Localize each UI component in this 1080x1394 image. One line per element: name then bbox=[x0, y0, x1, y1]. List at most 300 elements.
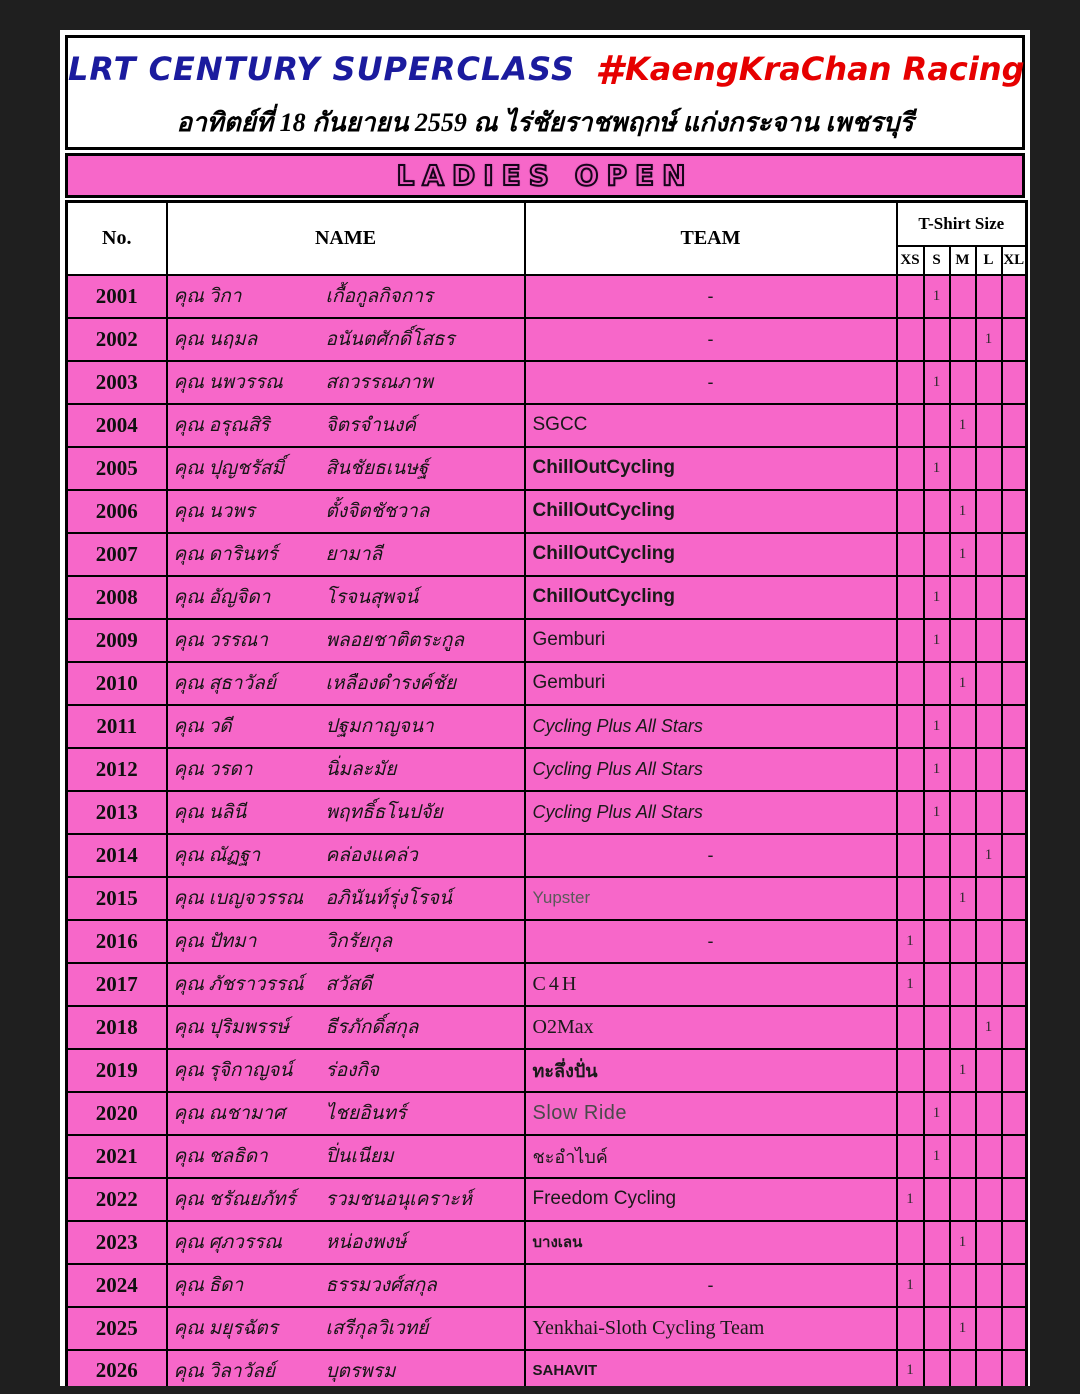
size-cell-l bbox=[976, 533, 1002, 576]
name-cell bbox=[167, 1006, 525, 1049]
team-cell: O2Max bbox=[525, 1006, 897, 1049]
size-cell-l bbox=[976, 275, 1002, 318]
first-name: คุณ รุจิกาญจน์ bbox=[173, 1060, 293, 1081]
team-cell: SAHAVIT bbox=[525, 1350, 897, 1387]
team-cell: ทะลึ่งปั่น bbox=[525, 1049, 897, 1092]
last-name: อนันตศักดิ์โสธร bbox=[325, 329, 455, 350]
name-cell bbox=[167, 791, 525, 834]
size-cell-m bbox=[950, 361, 976, 404]
table-row bbox=[67, 533, 1027, 576]
size-cell-xl bbox=[1002, 533, 1027, 576]
team-cell: C4H bbox=[525, 963, 897, 1006]
row-number-cell: 2011 bbox=[67, 705, 167, 748]
size-cell-m bbox=[950, 1264, 976, 1307]
first-name: คุณ ศุภวรรณ bbox=[173, 1232, 282, 1253]
size-cell-xs bbox=[897, 834, 924, 877]
first-name: คุณ อรุณสิริ bbox=[173, 415, 270, 436]
last-name: สถวรรณภาพ bbox=[325, 372, 434, 393]
last-name: คล่องแคล่ว bbox=[325, 845, 418, 866]
size-cell-s bbox=[924, 1178, 950, 1221]
size-cell-s: 1 bbox=[924, 361, 950, 404]
first-name: คุณ ณชามาศ bbox=[173, 1103, 286, 1124]
size-cell-m: 1 bbox=[950, 1307, 976, 1350]
name-cell bbox=[167, 834, 525, 877]
size-cell-xs: 1 bbox=[897, 1178, 924, 1221]
size-cell-m: 1 bbox=[950, 662, 976, 705]
size-cell-xs bbox=[897, 1135, 924, 1178]
table-row bbox=[67, 619, 1027, 662]
size-cell-xs bbox=[897, 1049, 924, 1092]
size-cell-l bbox=[976, 963, 1002, 1006]
size-cell-m: 1 bbox=[950, 404, 976, 447]
size-cell-s: 1 bbox=[924, 748, 950, 791]
size-cell-xs: 1 bbox=[897, 1264, 924, 1307]
size-cell-s bbox=[924, 877, 950, 920]
name-cell bbox=[167, 576, 525, 619]
size-cell-xl bbox=[1002, 447, 1027, 490]
first-name: คุณ สุธาวัลย์ bbox=[173, 673, 276, 694]
row-number-cell: 2017 bbox=[67, 963, 167, 1006]
row-number-cell: 2006 bbox=[67, 490, 167, 533]
size-cell-m bbox=[950, 1350, 976, 1387]
size-cell-xl bbox=[1002, 877, 1027, 920]
size-cell-xl bbox=[1002, 662, 1027, 705]
last-name: ร่องกิจ bbox=[325, 1060, 380, 1081]
size-cell-l bbox=[976, 1178, 1002, 1221]
size-cell-l bbox=[976, 1049, 1002, 1092]
table-row bbox=[67, 963, 1027, 1006]
row-number-cell: 2023 bbox=[67, 1221, 167, 1264]
last-name: ไชยอินทร์ bbox=[325, 1103, 407, 1124]
size-cell-xs bbox=[897, 404, 924, 447]
size-cell-s: 1 bbox=[924, 576, 950, 619]
team-cell: Cycling Plus All Stars bbox=[525, 748, 897, 791]
first-name: คุณ วดี bbox=[173, 716, 232, 737]
size-cell-m bbox=[950, 1178, 976, 1221]
size-cell-m bbox=[950, 834, 976, 877]
first-name: คุณ ปัทมา bbox=[173, 931, 257, 952]
size-cell-xs bbox=[897, 447, 924, 490]
column-header-tshirt-size: T-Shirt Size bbox=[897, 202, 1027, 246]
table-row bbox=[67, 576, 1027, 619]
size-cell-l bbox=[976, 1264, 1002, 1307]
team-cell: SGCC bbox=[525, 404, 897, 447]
name-cell bbox=[167, 705, 525, 748]
table-row bbox=[67, 705, 1027, 748]
event-date-location: อาทิตย์ที่ 18 กันยายน 2559 ณ ไร่ชัยราชพฤกษ์ แก่งกระจาน เพชรบุรี bbox=[176, 108, 914, 137]
name-cell bbox=[167, 361, 525, 404]
row-number-cell: 2001 bbox=[67, 275, 167, 318]
team-cell: Yenkhai-Sloth Cycling Team bbox=[525, 1307, 897, 1350]
size-cell-s bbox=[924, 963, 950, 1006]
size-cell-m: 1 bbox=[950, 877, 976, 920]
table-row bbox=[67, 275, 1027, 318]
name-cell bbox=[167, 275, 525, 318]
first-name: คุณ ปุริมพรรษ์ bbox=[173, 1017, 289, 1038]
name-cell bbox=[167, 1264, 525, 1307]
team-cell: Yupster bbox=[525, 877, 897, 920]
last-name: นิ่มละมัย bbox=[325, 759, 397, 780]
size-cell-s bbox=[924, 920, 950, 963]
size-cell-s bbox=[924, 318, 950, 361]
size-cell-l bbox=[976, 1092, 1002, 1135]
table-row bbox=[67, 1049, 1027, 1092]
name-cell bbox=[167, 490, 525, 533]
first-name: คุณ ชรัณยภัทร์ bbox=[173, 1189, 296, 1210]
table-row bbox=[67, 920, 1027, 963]
registration-table bbox=[65, 200, 1028, 1386]
size-cell-l: 1 bbox=[976, 834, 1002, 877]
size-cell-xs bbox=[897, 361, 924, 404]
size-cell-xl bbox=[1002, 920, 1027, 963]
first-name: คุณ นพวรรณ bbox=[173, 372, 283, 393]
document-page bbox=[60, 30, 1030, 1386]
team-cell: บางเลน bbox=[525, 1221, 897, 1264]
event-subtitle: KaengKraChan Racing bbox=[624, 50, 1025, 88]
size-cell-s bbox=[924, 1350, 950, 1387]
size-cell-xl bbox=[1002, 361, 1027, 404]
size-cell-s bbox=[924, 662, 950, 705]
size-cell-l bbox=[976, 576, 1002, 619]
last-name: บุตรพรม bbox=[325, 1360, 396, 1382]
team-cell: ChillOutCycling bbox=[525, 490, 897, 533]
row-number-cell: 2008 bbox=[67, 576, 167, 619]
size-cell-s bbox=[924, 404, 950, 447]
size-cell-xl bbox=[1002, 705, 1027, 748]
team-cell: ChillOutCycling bbox=[525, 576, 897, 619]
first-name: คุณ ชลธิดา bbox=[173, 1146, 268, 1167]
row-number-cell: 2015 bbox=[67, 877, 167, 920]
last-name: ตั้งจิตชัชวาล bbox=[325, 501, 430, 522]
size-cell-l bbox=[976, 920, 1002, 963]
table-row bbox=[67, 877, 1027, 920]
name-cell bbox=[167, 1178, 525, 1221]
size-cell-xs bbox=[897, 1006, 924, 1049]
size-cell-s bbox=[924, 1006, 950, 1049]
row-number-cell: 2004 bbox=[67, 404, 167, 447]
hash-symbol: # bbox=[595, 48, 623, 94]
size-cell-l bbox=[976, 490, 1002, 533]
size-cell-xl bbox=[1002, 1350, 1027, 1387]
team-cell: - bbox=[525, 275, 897, 318]
first-name: คุณ วรดา bbox=[173, 759, 253, 780]
event-hashtag bbox=[595, 48, 1025, 94]
last-name: เหลืองดำรงค์ชัย bbox=[325, 673, 457, 694]
size-cell-m: 1 bbox=[950, 1221, 976, 1264]
row-number-cell: 2025 bbox=[67, 1307, 167, 1350]
name-cell bbox=[167, 1350, 525, 1387]
size-cell-xs bbox=[897, 275, 924, 318]
size-cell-s bbox=[924, 1221, 950, 1264]
size-cell-s bbox=[924, 834, 950, 877]
size-cell-s: 1 bbox=[924, 1092, 950, 1135]
last-name: พฤทธิ์ธโนปจัย bbox=[325, 802, 443, 823]
size-cell-m bbox=[950, 275, 976, 318]
size-cell-xl bbox=[1002, 404, 1027, 447]
first-name: คุณ ธิดา bbox=[173, 1275, 244, 1296]
table-row bbox=[67, 318, 1027, 361]
last-name: ธรรมวงศ์สกุล bbox=[325, 1275, 437, 1296]
name-cell bbox=[167, 963, 525, 1006]
size-cell-xs: 1 bbox=[897, 963, 924, 1006]
size-cell-xl bbox=[1002, 1264, 1027, 1307]
name-cell bbox=[167, 533, 525, 576]
table-row bbox=[67, 1178, 1027, 1221]
size-cell-xl bbox=[1002, 490, 1027, 533]
table-row bbox=[67, 1092, 1027, 1135]
size-cell-s: 1 bbox=[924, 275, 950, 318]
team-cell: Gemburi bbox=[525, 662, 897, 705]
size-cell-s: 1 bbox=[924, 1135, 950, 1178]
name-cell bbox=[167, 877, 525, 920]
event-title: LRT CENTURY SUPERCLASS bbox=[68, 50, 576, 88]
size-cell-xl bbox=[1002, 1092, 1027, 1135]
first-name: คุณ วิลาวัลย์ bbox=[173, 1360, 276, 1382]
table-row bbox=[67, 1350, 1027, 1387]
first-name: คุณ ณัฏฐา bbox=[173, 845, 261, 866]
size-cell-l bbox=[976, 447, 1002, 490]
last-name: ธีรภักดิ์สกุล bbox=[325, 1017, 419, 1038]
event-header bbox=[65, 35, 1025, 150]
last-name: หน่องพงษ์ bbox=[325, 1232, 407, 1253]
size-cell-xs bbox=[897, 1221, 924, 1264]
size-cell-m: 1 bbox=[950, 1049, 976, 1092]
team-cell: - bbox=[525, 920, 897, 963]
size-cell-s bbox=[924, 1264, 950, 1307]
size-cell-m bbox=[950, 748, 976, 791]
row-number-cell: 2020 bbox=[67, 1092, 167, 1135]
size-cell-m bbox=[950, 619, 976, 662]
table-row bbox=[67, 1264, 1027, 1307]
size-cell-xs bbox=[897, 662, 924, 705]
row-number-cell: 2003 bbox=[67, 361, 167, 404]
name-cell bbox=[167, 748, 525, 791]
table-row bbox=[67, 1006, 1027, 1049]
size-cell-m: 1 bbox=[950, 533, 976, 576]
row-number-cell: 2024 bbox=[67, 1264, 167, 1307]
size-cell-xl bbox=[1002, 1307, 1027, 1350]
size-cell-xl bbox=[1002, 834, 1027, 877]
row-number-cell: 2007 bbox=[67, 533, 167, 576]
last-name: ปิ่นเนียม bbox=[325, 1146, 394, 1167]
size-column-header-l: L bbox=[976, 246, 1002, 275]
team-cell: - bbox=[525, 1264, 897, 1307]
size-cell-m bbox=[950, 1135, 976, 1178]
name-cell bbox=[167, 1135, 525, 1178]
size-cell-xl bbox=[1002, 963, 1027, 1006]
size-cell-m bbox=[950, 576, 976, 619]
last-name: พลอยชาติตระกูล bbox=[325, 630, 465, 651]
last-name: เกื้อกูลกิจการ bbox=[325, 286, 434, 307]
column-header-no: No. bbox=[67, 202, 167, 275]
size-cell-xs bbox=[897, 1092, 924, 1135]
row-number-cell: 2002 bbox=[67, 318, 167, 361]
team-cell: Cycling Plus All Stars bbox=[525, 705, 897, 748]
first-name: คุณ ดารินทร์ bbox=[173, 544, 278, 565]
last-name: สินชัยธเนษฐ์ bbox=[325, 458, 429, 479]
size-cell-l bbox=[976, 1221, 1002, 1264]
row-number-cell: 2012 bbox=[67, 748, 167, 791]
last-name: โรจนสุพจน์ bbox=[325, 587, 419, 608]
size-cell-l: 1 bbox=[976, 1006, 1002, 1049]
size-cell-l bbox=[976, 1135, 1002, 1178]
last-name: ยามาลี bbox=[325, 544, 383, 565]
team-cell: ชะอำไบค์ bbox=[525, 1135, 897, 1178]
size-cell-s bbox=[924, 1049, 950, 1092]
size-cell-l bbox=[976, 877, 1002, 920]
name-cell bbox=[167, 920, 525, 963]
first-name: คุณ มยุรฉัตร bbox=[173, 1318, 278, 1339]
size-cell-xl bbox=[1002, 619, 1027, 662]
size-cell-l bbox=[976, 361, 1002, 404]
size-cell-m bbox=[950, 791, 976, 834]
row-number-cell: 2018 bbox=[67, 1006, 167, 1049]
row-number-cell: 2009 bbox=[67, 619, 167, 662]
last-name: วิกรัยกุล bbox=[325, 931, 393, 952]
last-name: อภินันท์รุ่งโรจน์ bbox=[325, 888, 452, 909]
first-name: คุณ ปุญชรัสมิ์ bbox=[173, 458, 285, 479]
size-cell-xl bbox=[1002, 318, 1027, 361]
first-name: คุณ นฤมล bbox=[173, 329, 258, 350]
team-cell: ChillOutCycling bbox=[525, 533, 897, 576]
column-header-name: NAME bbox=[167, 202, 525, 275]
name-cell bbox=[167, 1049, 525, 1092]
first-name: คุณ วิกา bbox=[173, 286, 242, 307]
name-cell bbox=[167, 404, 525, 447]
row-number-cell: 2010 bbox=[67, 662, 167, 705]
size-cell-l bbox=[976, 1350, 1002, 1387]
size-cell-xs bbox=[897, 533, 924, 576]
first-name: คุณ เบญจวรรณ bbox=[173, 888, 304, 909]
size-cell-m bbox=[950, 1092, 976, 1135]
size-column-header-xl: XL bbox=[1002, 246, 1027, 275]
size-cell-m bbox=[950, 963, 976, 1006]
column-header-team: TEAM bbox=[525, 202, 897, 275]
event-title-line bbox=[68, 38, 1025, 94]
table-row bbox=[67, 404, 1027, 447]
size-cell-m bbox=[950, 1006, 976, 1049]
name-cell bbox=[167, 318, 525, 361]
team-cell: - bbox=[525, 361, 897, 404]
table-row bbox=[67, 748, 1027, 791]
last-name: ปฐมกาญจนา bbox=[325, 716, 434, 737]
last-name: จิตรจำนงค์ bbox=[325, 415, 416, 436]
size-cell-xs bbox=[897, 705, 924, 748]
table-row bbox=[67, 1135, 1027, 1178]
table-row bbox=[67, 1307, 1027, 1350]
size-cell-m bbox=[950, 318, 976, 361]
table-row bbox=[67, 490, 1027, 533]
size-cell-xl bbox=[1002, 275, 1027, 318]
team-cell: ChillOutCycling bbox=[525, 447, 897, 490]
size-column-header-s: S bbox=[924, 246, 950, 275]
first-name: คุณ ภัชราวรรณ์ bbox=[173, 974, 304, 995]
name-cell bbox=[167, 619, 525, 662]
row-number-cell: 2005 bbox=[67, 447, 167, 490]
table-row bbox=[67, 791, 1027, 834]
name-cell bbox=[167, 447, 525, 490]
team-cell: Gemburi bbox=[525, 619, 897, 662]
size-cell-xl bbox=[1002, 576, 1027, 619]
size-cell-s: 1 bbox=[924, 619, 950, 662]
name-cell bbox=[167, 662, 525, 705]
table-row bbox=[67, 662, 1027, 705]
size-cell-xs bbox=[897, 791, 924, 834]
size-cell-l bbox=[976, 1307, 1002, 1350]
size-cell-m: 1 bbox=[950, 490, 976, 533]
size-cell-xl bbox=[1002, 1178, 1027, 1221]
row-number-cell: 2021 bbox=[67, 1135, 167, 1178]
row-number-cell: 2014 bbox=[67, 834, 167, 877]
category-banner bbox=[65, 153, 1025, 198]
size-cell-xs: 1 bbox=[897, 1350, 924, 1387]
team-cell: Cycling Plus All Stars bbox=[525, 791, 897, 834]
name-cell bbox=[167, 1307, 525, 1350]
size-cell-s bbox=[924, 490, 950, 533]
table-row bbox=[67, 834, 1027, 877]
table-row bbox=[67, 361, 1027, 404]
size-cell-xs: 1 bbox=[897, 920, 924, 963]
size-cell-m bbox=[950, 920, 976, 963]
size-column-header-xs: XS bbox=[897, 246, 924, 275]
size-cell-m bbox=[950, 447, 976, 490]
table-row bbox=[67, 1221, 1027, 1264]
size-cell-l bbox=[976, 404, 1002, 447]
name-cell bbox=[167, 1221, 525, 1264]
size-cell-xs bbox=[897, 490, 924, 533]
category-title: LADIES OPEN bbox=[396, 159, 694, 192]
last-name: สวัสดี bbox=[325, 974, 372, 995]
size-cell-s: 1 bbox=[924, 447, 950, 490]
size-cell-l bbox=[976, 662, 1002, 705]
size-cell-l bbox=[976, 705, 1002, 748]
size-cell-m bbox=[950, 705, 976, 748]
team-cell: - bbox=[525, 318, 897, 361]
size-cell-xs bbox=[897, 1307, 924, 1350]
team-cell: Slow Ride bbox=[525, 1092, 897, 1135]
size-cell-l: 1 bbox=[976, 318, 1002, 361]
row-number-cell: 2022 bbox=[67, 1178, 167, 1221]
size-cell-xl bbox=[1002, 748, 1027, 791]
size-cell-xl bbox=[1002, 1049, 1027, 1092]
first-name: คุณ นวพร bbox=[173, 501, 255, 522]
team-cell: - bbox=[525, 834, 897, 877]
size-cell-s bbox=[924, 1307, 950, 1350]
size-cell-xl bbox=[1002, 791, 1027, 834]
size-cell-s: 1 bbox=[924, 705, 950, 748]
size-cell-s bbox=[924, 533, 950, 576]
size-cell-xs bbox=[897, 619, 924, 662]
size-cell-xs bbox=[897, 877, 924, 920]
team-cell: Freedom Cycling bbox=[525, 1178, 897, 1221]
first-name: คุณ นลินี bbox=[173, 802, 247, 823]
size-cell-xs bbox=[897, 576, 924, 619]
size-cell-xs bbox=[897, 318, 924, 361]
size-cell-s: 1 bbox=[924, 791, 950, 834]
size-cell-l bbox=[976, 619, 1002, 662]
last-name: เสรีกุลวิเวทย์ bbox=[325, 1318, 429, 1339]
row-number-cell: 2019 bbox=[67, 1049, 167, 1092]
first-name: คุณ อัญจิดา bbox=[173, 587, 271, 608]
first-name: คุณ วรรณา bbox=[173, 630, 268, 651]
size-cell-l bbox=[976, 791, 1002, 834]
name-cell bbox=[167, 1092, 525, 1135]
last-name: รวมชนอนุเคราะห์ bbox=[325, 1189, 472, 1210]
size-column-header-m: M bbox=[950, 246, 976, 275]
size-cell-xl bbox=[1002, 1006, 1027, 1049]
size-cell-xl bbox=[1002, 1221, 1027, 1264]
row-number-cell: 2026 bbox=[67, 1350, 167, 1387]
